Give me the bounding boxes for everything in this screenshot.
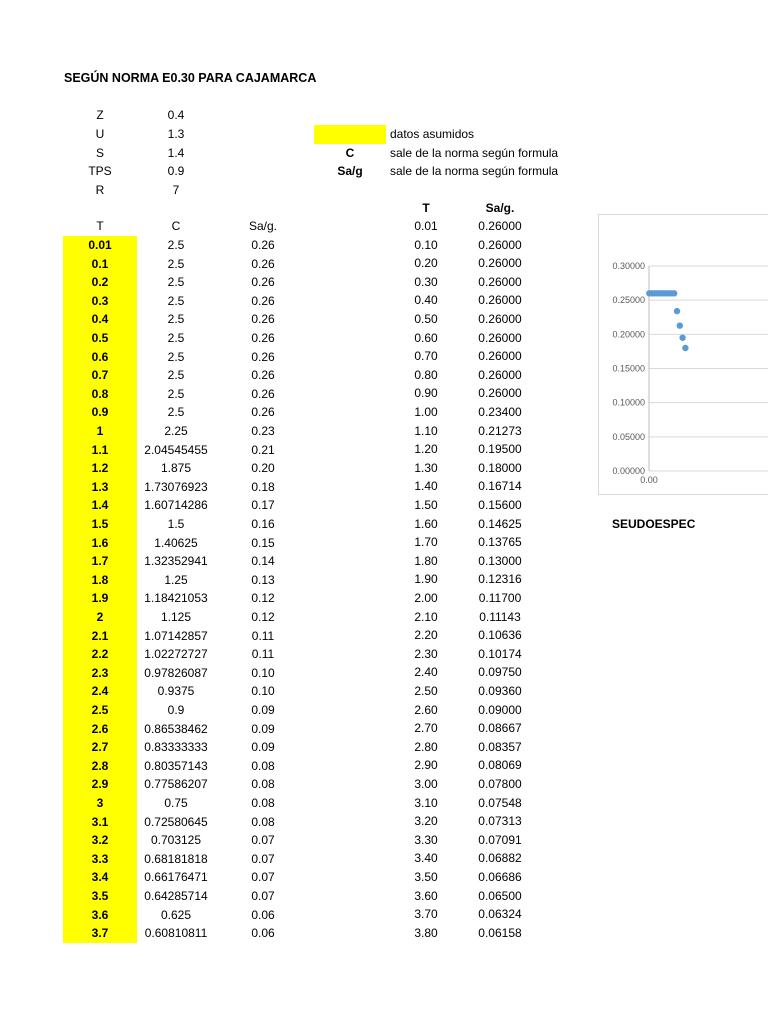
table2-cell-sag: 0.26000 <box>478 274 522 289</box>
table1-cell-sag: 0.07 <box>251 833 275 848</box>
table1-cell-c: 0.75 <box>164 796 188 810</box>
table1-cell-sag: 0.10 <box>251 665 275 680</box>
table2-cell-t: 0.20 <box>414 256 438 271</box>
table2-cell-sag: 0.08357 <box>478 739 522 754</box>
table1-cell-sag: 0.09 <box>251 703 275 717</box>
table1-cell-t: 1.4 <box>63 496 137 515</box>
table1-cell-c: 2.5 <box>167 349 185 364</box>
chart-point <box>671 290 677 296</box>
table2-cell-t: 0.70 <box>414 349 438 364</box>
table2-cell-t: 0.50 <box>414 312 438 326</box>
table1-cell-c: 2.5 <box>167 238 185 252</box>
table2-cell-t: 1.90 <box>414 572 438 587</box>
table1-cell-sag: 0.26 <box>251 405 275 420</box>
table2-cell-t: 1.50 <box>414 498 438 512</box>
table2-cell-sag: 0.26000 <box>478 256 522 271</box>
table1-cell-c: 1.875 <box>160 461 192 476</box>
table2-cell-t: 3.50 <box>414 870 438 884</box>
table2-cell-sag: 0.26000 <box>478 293 522 308</box>
table2-cell-t: 2.60 <box>414 702 438 717</box>
table1-header-c: C <box>171 219 181 233</box>
table1-cell-sag: 0.18 <box>251 479 275 494</box>
table1-cell-sag: 0.20 <box>251 461 275 476</box>
chart-point <box>677 322 683 328</box>
table1-cell-t: 1.7 <box>63 552 137 571</box>
table1-cell-t: 1.8 <box>63 571 137 590</box>
table1-cell-c: 0.72580645 <box>144 814 208 829</box>
chart-y-tick-label: 0.20000 <box>612 329 645 340</box>
table1-cell-sag: 0.06 <box>251 926 275 941</box>
table1-cell-t: 0.01 <box>63 236 137 255</box>
table2-header-t: T <box>422 201 430 215</box>
table2-cell-t: 3.10 <box>414 795 438 810</box>
table2-cell-sag: 0.09750 <box>478 665 522 680</box>
chart-y-tick-label: 0.15000 <box>612 363 645 374</box>
table2-cell-t: 1.10 <box>414 423 438 438</box>
table1-cell-c: 1.125 <box>160 610 192 624</box>
param-value: 1.3 <box>167 127 185 141</box>
table2-cell-sag: 0.26000 <box>478 367 522 382</box>
table1-cell-t: 3.7 <box>63 924 137 943</box>
table1-cell-sag: 0.26 <box>251 368 275 383</box>
table1-cell-t: 0.4 <box>63 310 137 329</box>
chart-x-tick-label: 0.00 <box>640 475 658 485</box>
assumed-color-swatch <box>314 125 386 144</box>
table1-cell-t: 3.5 <box>63 887 137 906</box>
legend-sag-key: Sa/g <box>337 164 363 178</box>
table2-cell-t: 2.50 <box>414 684 438 698</box>
table1-cell-t: 1.9 <box>63 589 137 608</box>
table2-cell-t: 0.01 <box>414 219 438 233</box>
table1-cell-c: 0.64285714 <box>144 889 208 903</box>
table1-cell-c: 0.97826087 <box>144 665 208 680</box>
table2-cell-sag: 0.06686 <box>478 870 522 884</box>
table2-cell-sag: 0.07548 <box>478 795 522 810</box>
table2-cell-t: 2.30 <box>414 646 438 661</box>
table1-cell-t: 2.1 <box>63 627 137 646</box>
chart-area <box>598 214 768 495</box>
legend-c-text: sale de la norma según formula <box>390 146 559 160</box>
param-label: R <box>95 183 105 197</box>
table1-cell-c: 0.68181818 <box>144 851 208 866</box>
table2-cell-sag: 0.26000 <box>478 219 522 233</box>
param-value: 0.4 <box>167 108 185 122</box>
table2-cell-sag: 0.07313 <box>478 814 522 829</box>
table1-cell-c: 1.5 <box>167 517 185 531</box>
table1-cell-c: 2.25 <box>164 424 188 438</box>
table2-cell-sag: 0.13000 <box>478 553 522 568</box>
table2-cell-sag: 0.19500 <box>478 442 522 457</box>
table2-cell-t: 1.80 <box>414 553 438 568</box>
table1-cell-t: 2.4 <box>63 682 137 701</box>
table1-cell-t: 2.8 <box>63 757 137 776</box>
table2-cell-sag: 0.26000 <box>478 312 522 326</box>
table1-cell-sag: 0.26 <box>251 331 275 345</box>
table2-cell-sag: 0.15600 <box>478 498 522 512</box>
table2-cell-t: 2.10 <box>414 609 438 624</box>
table2-cell-sag: 0.06158 <box>478 925 522 940</box>
table2-cell-sag: 0.08667 <box>478 721 522 736</box>
legend-c-key: C <box>345 146 355 160</box>
table1-cell-sag: 0.12 <box>251 591 275 606</box>
chart-point <box>682 345 688 351</box>
table2-cell-t: 3.30 <box>414 832 438 847</box>
table1-header-t: T <box>96 219 104 233</box>
table2-cell-sag: 0.26000 <box>478 386 522 401</box>
table1-cell-t: 0.2 <box>63 273 137 292</box>
table1-cell-c: 2.5 <box>167 256 185 271</box>
table1-cell-c: 1.07142857 <box>144 628 208 643</box>
table1-cell-t: 0.5 <box>63 329 137 348</box>
table1-cell-sag: 0.26 <box>251 386 275 401</box>
table1-cell-t: 0.7 <box>63 366 137 385</box>
table1-cell-t: 2.5 <box>63 701 137 720</box>
chart-point <box>674 308 680 314</box>
table2-cell-sag: 0.09000 <box>478 702 522 717</box>
legend-assumed-text: datos asumidos <box>390 127 475 141</box>
table2-cell-t: 3.40 <box>414 851 438 866</box>
table2-cell-sag: 0.16714 <box>478 479 522 494</box>
table2-cell-sag: 0.07800 <box>478 777 522 791</box>
table1-cell-t: 1 <box>63 422 137 441</box>
table2-cell-t: 2.90 <box>414 758 438 773</box>
table2-cell-t: 1.40 <box>414 479 438 494</box>
table1-cell-sag: 0.08 <box>251 796 275 810</box>
chart-y-tick-label: 0.00000 <box>612 466 645 476</box>
table1-cell-sag: 0.26 <box>251 256 275 271</box>
table1-cell-t: 1.2 <box>63 459 137 478</box>
table1-cell-t: 2.2 <box>63 645 137 664</box>
table2-cell-sag: 0.23400 <box>478 405 522 419</box>
table1-cell-sag: 0.26 <box>251 312 275 327</box>
table1-cell-t: 3 <box>63 794 137 813</box>
table1-cell-c: 0.60810811 <box>144 926 208 941</box>
table2-cell-sag: 0.06882 <box>478 851 522 866</box>
table2-cell-t: 1.30 <box>414 460 438 475</box>
table2-cell-sag: 0.26000 <box>478 237 522 252</box>
table1-cell-t: 0.9 <box>63 403 137 422</box>
table1-cell-t: 2.6 <box>63 720 137 739</box>
table1-cell-c: 2.5 <box>167 368 185 383</box>
table1-cell-sag: 0.07 <box>251 851 275 866</box>
table2-cell-sag: 0.13765 <box>478 535 522 550</box>
chart-title: SEUDOESPEC <box>612 517 696 531</box>
param-value: 0.9 <box>167 164 185 178</box>
table2-cell-t: 2.20 <box>414 628 438 643</box>
table1-cell-t: 3.4 <box>63 868 137 887</box>
table1-cell-sag: 0.26 <box>251 275 275 290</box>
table1-cell-sag: 0.12 <box>251 610 275 624</box>
table1-cell-sag: 0.13 <box>251 572 275 587</box>
table1-cell-c: 1.32352941 <box>144 554 208 569</box>
table2-cell-t: 3.80 <box>414 925 438 940</box>
table1-cell-sag: 0.11 <box>251 628 275 643</box>
table1-cell-t: 1.1 <box>63 441 137 460</box>
table2-cell-t: 3.20 <box>414 814 438 829</box>
table1-cell-sag: 0.11 <box>251 647 275 662</box>
table1-cell-c: 0.77586207 <box>144 777 208 792</box>
table1-cell-t: 3.6 <box>63 906 137 925</box>
table1-cell-c: 2.5 <box>167 312 185 327</box>
table1-cell-t: 2.7 <box>63 738 137 757</box>
page-title: SEGÚN NORMA E0.30 PARA CAJAMARCA <box>64 71 317 85</box>
chart-svg <box>599 215 768 494</box>
table2-cell-sag: 0.26000 <box>478 349 522 364</box>
table2-cell-t: 1.70 <box>414 535 438 550</box>
table1-cell-sag: 0.15 <box>251 535 275 550</box>
table2-cell-sag: 0.11700 <box>478 591 522 605</box>
table1-cell-c: 2.5 <box>167 331 185 345</box>
table2-cell-t: 2.00 <box>414 591 438 605</box>
table2-cell-sag: 0.07091 <box>478 832 522 847</box>
table2-cell-t: 0.90 <box>414 386 438 401</box>
table1-cell-sag: 0.08 <box>251 777 275 792</box>
table2-cell-sag: 0.10636 <box>478 628 522 643</box>
table2-cell-sag: 0.06500 <box>478 888 522 903</box>
table1-cell-sag: 0.17 <box>251 498 275 513</box>
table1-cell-c: 1.02272727 <box>144 647 208 662</box>
table2-cell-t: 0.30 <box>414 274 438 289</box>
table1-cell-c: 1.18421053 <box>144 591 208 606</box>
table2-header-sag: Sa/g. <box>485 201 515 215</box>
table2-cell-t: 2.40 <box>414 665 438 680</box>
table2-cell-t: 2.70 <box>414 721 438 736</box>
table2-cell-sag: 0.06324 <box>478 907 522 922</box>
table1-cell-t: 0.8 <box>63 385 137 404</box>
table1-cell-sag: 0.10 <box>251 684 275 699</box>
table2-cell-t: 0.60 <box>414 330 438 345</box>
table1-cell-t: 0.3 <box>63 292 137 311</box>
table2-cell-t: 0.80 <box>414 367 438 382</box>
table1-cell-sag: 0.06 <box>251 907 275 922</box>
table2-cell-t: 3.70 <box>414 907 438 922</box>
table1-cell-c: 0.80357143 <box>144 758 208 773</box>
table1-cell-sag: 0.26 <box>251 349 275 364</box>
table1-cell-t: 2.3 <box>63 664 137 683</box>
table2-cell-sag: 0.14625 <box>478 516 522 531</box>
param-label: S <box>95 146 104 160</box>
table1-header-sag: Sa/g. <box>248 219 278 233</box>
chart-y-tick-label: 0.30000 <box>612 261 645 271</box>
param-value: 1.4 <box>167 146 185 160</box>
table2-cell-t: 0.10 <box>414 237 438 252</box>
table1-cell-c: 0.66176471 <box>144 870 208 885</box>
table2-cell-t: 3.60 <box>414 888 438 903</box>
table1-cell-c: 1.25 <box>164 572 188 587</box>
table1-cell-c: 2.04545455 <box>144 442 208 457</box>
table2-cell-t: 2.80 <box>414 739 438 754</box>
table1-cell-sag: 0.16 <box>251 517 275 531</box>
table1-cell-c: 2.5 <box>167 405 185 420</box>
table2-cell-sag: 0.12316 <box>478 572 522 587</box>
table1-cell-sag: 0.09 <box>251 721 275 736</box>
table2-cell-sag: 0.11143 <box>479 609 521 624</box>
table1-cell-c: 0.703125 <box>150 833 202 848</box>
table2-cell-t: 1.00 <box>414 405 438 419</box>
table2-cell-t: 3.00 <box>414 777 438 791</box>
table2-cell-sag: 0.18000 <box>478 460 522 475</box>
table1-cell-c: 1.60714286 <box>144 498 208 513</box>
param-label: U <box>95 127 105 141</box>
table1-cell-sag: 0.26 <box>251 238 275 252</box>
table1-cell-sag: 0.08 <box>251 814 275 829</box>
table2-cell-sag: 0.09360 <box>478 684 522 698</box>
table1-cell-t: 3.2 <box>63 831 137 850</box>
table2-cell-sag: 0.10174 <box>478 646 522 661</box>
chart-point <box>679 335 685 341</box>
table1-cell-sag: 0.26 <box>251 293 275 308</box>
table1-cell-c: 0.9 <box>167 703 185 717</box>
chart-y-tick-label: 0.25000 <box>612 295 645 306</box>
table1-cell-c: 2.5 <box>167 275 185 290</box>
chart-y-tick-label: 0.10000 <box>612 397 645 408</box>
table1-cell-t: 2 <box>63 608 137 627</box>
param-value: 7 <box>172 183 180 197</box>
table1-cell-sag: 0.07 <box>251 870 275 885</box>
table1-cell-sag: 0.23 <box>251 424 275 438</box>
param-label: Z <box>96 108 104 122</box>
table1-cell-sag: 0.14 <box>251 554 275 569</box>
param-label: TPS <box>88 164 112 178</box>
table2-cell-sag: 0.21273 <box>478 423 522 438</box>
table1-cell-c: 2.5 <box>167 386 185 401</box>
table1-cell-t: 0.1 <box>63 255 137 274</box>
table1-cell-c: 2.5 <box>167 293 185 308</box>
table2-cell-t: 1.20 <box>414 442 438 457</box>
table2-cell-sag: 0.26000 <box>478 330 522 345</box>
table1-cell-t: 3.3 <box>63 850 137 869</box>
table1-cell-c: 1.73076923 <box>144 479 208 494</box>
table2-cell-t: 0.40 <box>414 293 438 308</box>
table1-cell-sag: 0.21 <box>251 442 275 457</box>
table1-cell-sag: 0.08 <box>251 758 275 773</box>
table1-cell-t: 3.1 <box>63 813 137 832</box>
table1-cell-c: 0.625 <box>160 907 192 922</box>
table1-cell-t: 0.6 <box>63 348 137 367</box>
legend-sag-text: sale de la norma según formula <box>390 164 559 178</box>
table1-cell-c: 0.9375 <box>157 684 195 699</box>
table1-cell-t: 1.5 <box>63 515 137 534</box>
table1-cell-c: 1.40625 <box>154 535 198 550</box>
table1-cell-sag: 0.09 <box>251 740 275 755</box>
table2-cell-sag: 0.08069 <box>478 758 522 773</box>
chart-y-tick-label: 0.05000 <box>612 431 645 442</box>
table1-cell-t: 1.6 <box>63 534 137 553</box>
table1-cell-t: 2.9 <box>63 775 137 794</box>
table2-cell-t: 1.60 <box>414 516 438 531</box>
table1-cell-sag: 0.07 <box>251 889 275 903</box>
table1-cell-c: 0.83333333 <box>144 740 208 755</box>
table1-cell-t: 1.3 <box>63 478 137 497</box>
table1-cell-c: 0.86538462 <box>144 721 208 736</box>
